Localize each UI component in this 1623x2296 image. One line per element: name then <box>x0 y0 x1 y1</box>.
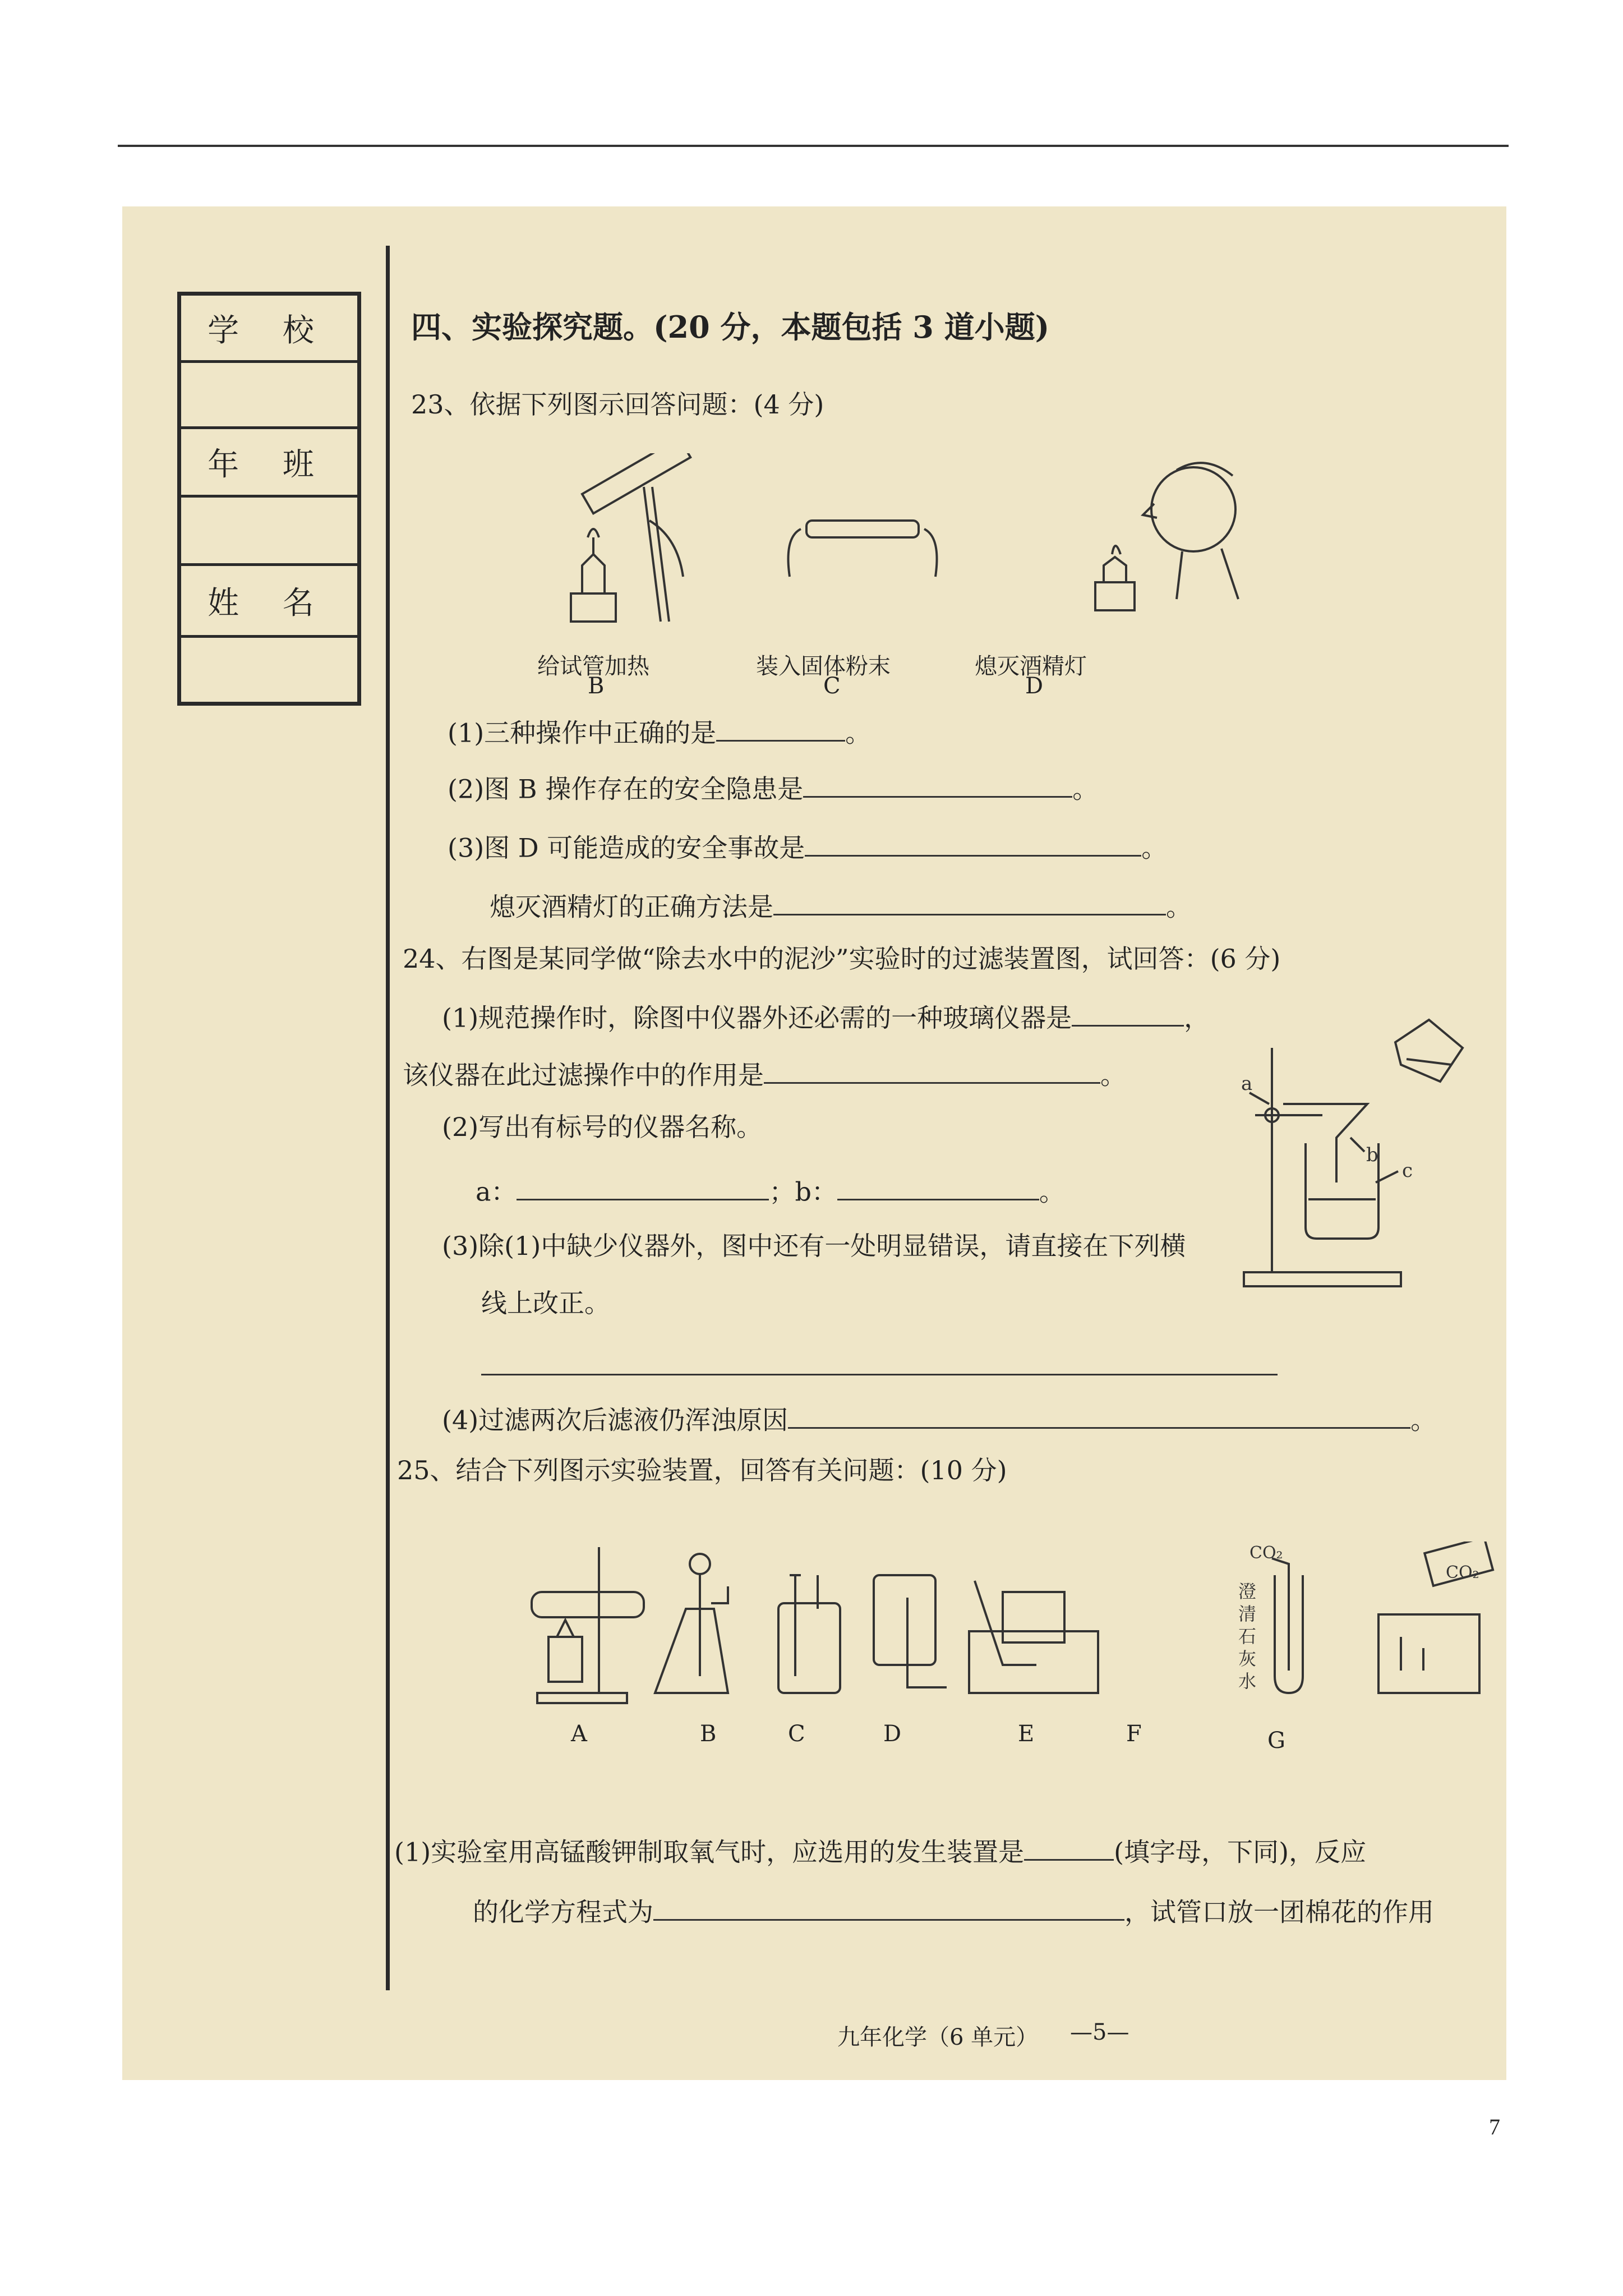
q24-answer-b-blank[interactable] <box>837 1176 1039 1200</box>
student-info-box <box>177 292 361 706</box>
q24-part3b: 线上改正。 <box>481 1288 610 1318</box>
q24-part2-line: a： ；b： 。 <box>476 1176 1065 1207</box>
filtration-apparatus-figure <box>1238 1014 1474 1295</box>
q23-part3: (3)图 D 可能造成的安全事故是 。 <box>448 832 1168 863</box>
q23-letter-c: C <box>823 673 841 699</box>
q23-caption-d: 熄灭酒精灯 <box>975 654 1087 679</box>
school-label: 学 校 <box>181 296 357 363</box>
scanned-exam-page <box>122 206 1506 2080</box>
q25-letter-b: B <box>700 1721 717 1747</box>
grade-class-field <box>181 498 357 566</box>
q23-part1-text: (1)三种操作中正确的是 <box>448 717 717 748</box>
q24-part1b-text: 该仪器在此过滤操作中的作用是 <box>403 1060 764 1091</box>
q23-figures <box>548 453 1278 638</box>
q25-letter-g: G <box>1267 1728 1285 1754</box>
q24-label-b: ；b： <box>769 1176 837 1207</box>
q24-part4-text: (4)过滤两次后滤液仍浑浊原因 <box>442 1405 789 1435</box>
q25-answer1a-blank[interactable] <box>1024 1836 1114 1861</box>
q23-answer1-blank[interactable] <box>716 717 845 742</box>
name-field <box>181 638 357 702</box>
q24-answer4-blank[interactable] <box>788 1404 1410 1429</box>
q23-caption-b: 给试管加热 <box>537 654 649 679</box>
q23-caption-c: 装入固体粉末 <box>756 654 891 679</box>
grade-class-label: 年 班 <box>181 429 357 498</box>
q25-part1d-text: ，试管口放一团棉花的作用 <box>1124 1897 1434 1927</box>
q24-label-a: a： <box>476 1176 517 1207</box>
q25-part1c <box>473 1896 1434 1925</box>
q23-letter-d: D <box>1025 673 1044 699</box>
q23-answer2-blank[interactable] <box>803 773 1072 798</box>
q25-stem: 25、结合下列图示实验装置，回答有关问题：(10 分) <box>397 1455 1007 1485</box>
q24-part1b: 该仪器在此过滤操作中的作用是 。 <box>403 1060 1126 1091</box>
q23-letter-b: B <box>588 673 605 699</box>
limewater-char-4: 灰 <box>1238 1648 1257 1669</box>
apparatus-label-b: b <box>1366 1144 1378 1166</box>
apparatus-label-c: c <box>1402 1159 1413 1182</box>
q23-answer3b-blank[interactable] <box>773 891 1166 915</box>
q24-answer-a-blank[interactable] <box>517 1176 769 1200</box>
limewater-char-5: 水 <box>1238 1671 1257 1692</box>
q23-part3-text: (3)图 D 可能造成的安全事故是 <box>448 832 805 863</box>
scan-footer-page: —5— <box>1070 2019 1129 2045</box>
q25-letter-d: D <box>883 1721 902 1747</box>
q24-answer1a-blank[interactable] <box>1072 1002 1184 1027</box>
q25-letter-e: E <box>1018 1721 1035 1747</box>
q25-part1a <box>394 1836 1366 1865</box>
header-rule <box>118 145 1509 147</box>
q24-part1a-text: (1)规范操作时，除图中仪器外还必需的一种玻璃仪器是 <box>442 1002 1072 1033</box>
q25-letter-c: C <box>788 1721 805 1747</box>
q25-letter-a: A <box>571 1721 587 1747</box>
q24-answer1b-blank[interactable] <box>764 1059 1100 1084</box>
q23-stem: 23、依据下列图示回答问题：(4 分) <box>411 389 824 420</box>
limewater-char-2: 清 <box>1238 1603 1257 1625</box>
q24-part1a: (1)规范操作时，除图中仪器外还必需的一种玻璃仪器是 ， <box>442 1002 1210 1033</box>
q25-part1c-text: 的化学方程式为 <box>473 1897 653 1927</box>
q25-letter-f: F <box>1126 1721 1142 1747</box>
q23-answer3-blank[interactable] <box>805 832 1141 857</box>
q23-part3b-text: 熄灭酒精灯的正确方法是 <box>490 891 773 922</box>
school-field <box>181 363 357 429</box>
q23-part2: (2)图 B 操作存在的安全隐患是 。 <box>448 774 1099 804</box>
q24-stem: 24、右图是某同学做“除去水中的泥沙”实验时的过滤装置图，试回答：(6 分) <box>403 944 1281 974</box>
q23-part2-text: (2)图 B 操作存在的安全隐患是 <box>448 774 804 804</box>
page-number: 7 <box>1489 2114 1500 2139</box>
q25-part1b-text: (填字母，下同)，反应 <box>1114 1837 1367 1867</box>
q25-part1a-text: (1)实验室用高锰酸钾制取氧气时，应选用的发生装置是 <box>394 1837 1025 1867</box>
co2-inlet-label: CO₂ <box>1249 1543 1283 1563</box>
q24-part2: (2)写出有标号的仪器名称。 <box>442 1112 763 1142</box>
co2-bottle-label: CO₂ <box>1446 1563 1479 1582</box>
apparatus-label-a: a <box>1241 1073 1253 1095</box>
q25-apparatus-figures <box>515 1542 1502 1710</box>
scan-footer-text: 九年化学（6 单元） <box>837 2024 1039 2050</box>
q25-answer1c-blank[interactable] <box>653 1896 1124 1921</box>
q24-answer3-blank[interactable] <box>481 1351 1278 1375</box>
limewater-char-3: 石 <box>1238 1626 1257 1647</box>
q24-part4: (4)过滤两次后滤液仍浑浊原因 。 <box>442 1405 1437 1435</box>
q23-part1: (1)三种操作中正确的是 。 <box>448 717 872 748</box>
name-label: 姓 名 <box>181 566 357 638</box>
limewater-char-1: 澄 <box>1238 1581 1257 1602</box>
binding-line <box>386 246 390 1990</box>
q23-part3b: 熄灭酒精灯的正确方法是 。 <box>490 891 1192 922</box>
q24-part3-line <box>481 1351 1278 1379</box>
section-title: 四、实验探究题。(20 分，本题包括 3 道小题) <box>411 309 1050 345</box>
q24-part3a: (3)除(1)中缺少仪器外，图中还有一处明显错误，请直接在下列横 <box>442 1231 1186 1261</box>
